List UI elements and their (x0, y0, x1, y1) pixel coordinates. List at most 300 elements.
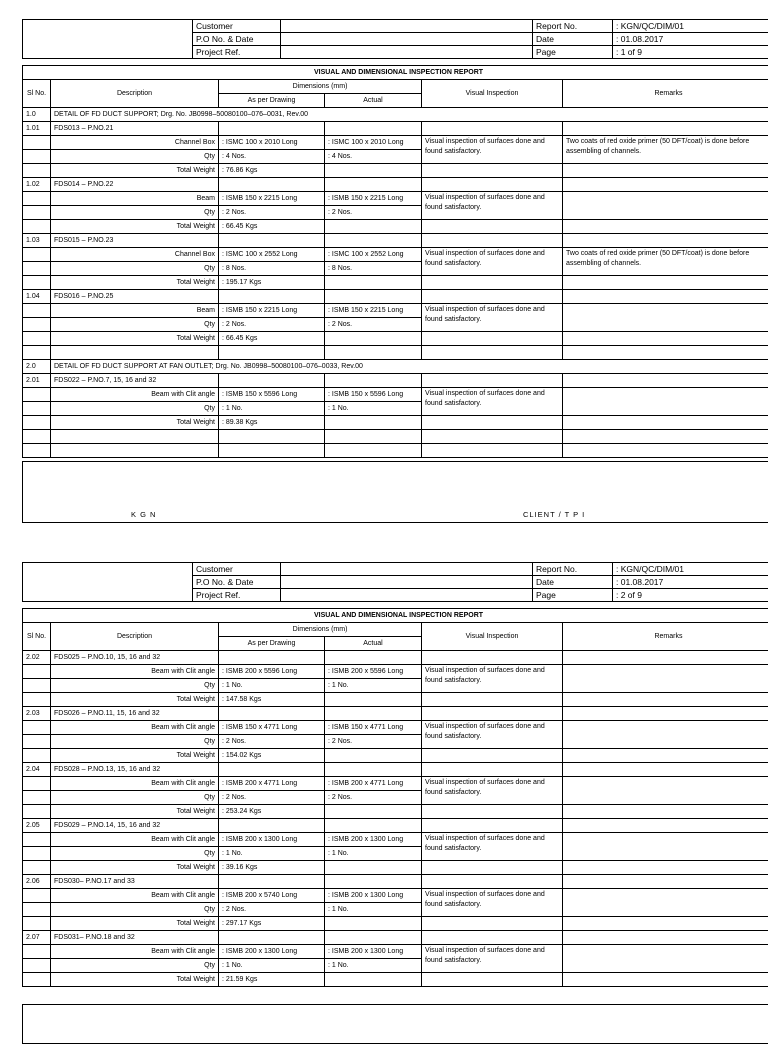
sl-no-cell: 1.02 (23, 178, 51, 192)
drawing-cell (219, 763, 325, 777)
drawing-cell (219, 875, 325, 889)
actual-cell (325, 332, 422, 346)
remark-cell (563, 861, 768, 875)
sl-no-cell (23, 861, 51, 875)
visual-inspection-note: Visual inspection of surfaces done and found satisfactory. (422, 248, 563, 276)
qty-drawing-value: : 1 No. (219, 679, 325, 693)
qty-label: Qty (51, 679, 219, 693)
actual-value: : ISMC 100 x 2552 Long (325, 248, 422, 262)
page-value: : 2 of 9 (613, 589, 768, 602)
table-row-section (23, 108, 768, 122)
sl-no-cell: 2.06 (23, 875, 51, 889)
qty-actual-value: : 8 Nos. (325, 262, 422, 276)
sl-no-cell (23, 388, 51, 402)
table-row-item (23, 234, 768, 248)
remark-cell (563, 290, 768, 304)
table-row-weight (23, 332, 768, 346)
blank-cell (325, 346, 422, 360)
visual-cell (422, 805, 563, 819)
actual-cell (325, 220, 422, 234)
table-row-item (23, 875, 768, 889)
remark-cell (563, 374, 768, 388)
qty-label: Qty (51, 206, 219, 220)
spec-label: Channel Box (51, 136, 219, 150)
visual-inspection-note: Visual inspection of surfaces done and found satisfactory. (422, 136, 563, 164)
visual-cell (422, 276, 563, 290)
visual-inspection-note: Visual inspection of surfaces done and found satisfactory. (422, 889, 563, 917)
visual-inspection-header: Visual Inspection (422, 80, 563, 108)
sl-no-cell (23, 903, 51, 917)
blank-cell (325, 430, 422, 444)
qty-drawing-value: : 1 No. (219, 847, 325, 861)
date-label: Date (533, 576, 613, 589)
date-label: Date (533, 33, 613, 46)
table-row-spec (23, 248, 768, 262)
sl-no-cell (23, 402, 51, 416)
sl-no-cell (23, 805, 51, 819)
actual-cell (325, 875, 422, 889)
sl-no-cell: 2.05 (23, 819, 51, 833)
qty-actual-value: : 4 Nos. (325, 150, 422, 164)
customer-label: Customer (193, 20, 281, 33)
total-weight-label: Total Weight (51, 861, 219, 875)
total-weight-label: Total Weight (51, 749, 219, 763)
qty-label: Qty (51, 262, 219, 276)
qty-actual-value: : 2 Nos. (325, 735, 422, 749)
table-row-spec (23, 833, 768, 847)
spec-label: Channel Box (51, 248, 219, 262)
spec-label: Beam with Clit angle (51, 388, 219, 402)
spec-label: Beam with Clit angle (51, 721, 219, 735)
visual-inspection-note: Visual inspection of surfaces done and found satisfactory. (422, 192, 563, 220)
actual-cell (325, 290, 422, 304)
visual-inspection-note: Visual inspection of surfaces done and found satisfactory. (422, 304, 563, 332)
actual-value: : ISMB 150 x 4771 Long (325, 721, 422, 735)
qty-drawing-value: : 2 Nos. (219, 206, 325, 220)
actual-cell (325, 707, 422, 721)
table-row-item (23, 931, 768, 945)
po-label: P.O No. & Date (193, 576, 281, 589)
visual-inspection-header: Visual Inspection (422, 623, 563, 651)
remark-cell (563, 276, 768, 290)
sl-no-cell: 2.02 (23, 651, 51, 665)
visual-cell (422, 861, 563, 875)
actual-cell (325, 819, 422, 833)
report-title: VISUAL AND DIMENSIONAL INSPECTION REPORT (23, 66, 768, 80)
remark-cell (563, 220, 768, 234)
dimensions-header: Dimensions (mm) (219, 623, 422, 637)
actual-value: : ISMC 100 x 2010 Long (325, 136, 422, 150)
as-per-drawing-value: : ISMC 100 x 2552 Long (219, 248, 325, 262)
remarks-note (563, 721, 768, 749)
total-weight-value: : 21.59 Kgs (219, 973, 325, 987)
blank-cell (51, 346, 219, 360)
report-no-value: : KGN/QC/DIM/01 (613, 20, 768, 33)
sl-no-cell (23, 665, 51, 679)
visual-inspection-note: Visual inspection of surfaces done and found satisfactory. (422, 665, 563, 693)
actual-cell (325, 973, 422, 987)
sl-no-cell (23, 679, 51, 693)
item-description: FDS029 – P.NO.14, 15, 16 and 32 (51, 819, 219, 833)
table-row-weight (23, 220, 768, 234)
actual-cell (325, 693, 422, 707)
visual-cell (422, 122, 563, 136)
table-row-weight (23, 973, 768, 987)
visual-cell (422, 332, 563, 346)
project-value (281, 46, 533, 59)
sl-no-cell (23, 136, 51, 150)
total-weight-value: : 66.45 Kgs (219, 220, 325, 234)
blank-cell (325, 444, 422, 458)
blank-cell (219, 444, 325, 458)
remark-cell (563, 693, 768, 707)
total-weight-value: : 154.02 Kgs (219, 749, 325, 763)
item-description: FDS015 – P.NO.23 (51, 234, 219, 248)
sl-no-cell (23, 889, 51, 903)
project-value (281, 589, 533, 602)
sl-no-cell (23, 262, 51, 276)
remarks-note (563, 833, 768, 861)
item-description: FDS031– P.NO.18 and 32 (51, 931, 219, 945)
total-weight-label: Total Weight (51, 220, 219, 234)
total-weight-label: Total Weight (51, 332, 219, 346)
date-value: : 01.08.2017 (613, 576, 768, 589)
table-row-spec (23, 136, 768, 150)
report-no-value: : KGN/QC/DIM/01 (613, 563, 768, 576)
blank-cell (51, 430, 219, 444)
total-weight-label: Total Weight (51, 917, 219, 931)
drawing-cell (219, 234, 325, 248)
drawing-cell (219, 374, 325, 388)
visual-cell (422, 973, 563, 987)
qty-label: Qty (51, 402, 219, 416)
table-row-spec (23, 304, 768, 318)
as-per-drawing-value: : ISMB 200 x 5596 Long (219, 665, 325, 679)
sl-no-cell (23, 777, 51, 791)
actual-cell (325, 276, 422, 290)
sl-no-cell (23, 833, 51, 847)
total-weight-value: : 89.38 Kgs (219, 416, 325, 430)
blank-cell (23, 346, 51, 360)
spec-label: Beam with Clit angle (51, 945, 219, 959)
total-weight-value: : 195.17 Kgs (219, 276, 325, 290)
sl-no-cell (23, 721, 51, 735)
dimensions-header: Dimensions (mm) (219, 80, 422, 94)
sl-no-cell (23, 248, 51, 262)
visual-cell (422, 416, 563, 430)
report-no-label: Report No. (533, 563, 613, 576)
table-row-weight (23, 693, 768, 707)
client-tpi-signature-label: CLIENT / T P I (523, 510, 585, 519)
as-per-drawing-value: : ISMC 100 x 2010 Long (219, 136, 325, 150)
actual-cell (325, 122, 422, 136)
kgn-signature-label: K G N (131, 510, 156, 519)
sl-no-cell (23, 150, 51, 164)
table-row-weight (23, 861, 768, 875)
qty-drawing-value: : 2 Nos. (219, 735, 325, 749)
inspection-table-page-1 (22, 65, 768, 458)
remark-cell (563, 416, 768, 430)
signature-box-page-2 (22, 1004, 768, 1044)
as-per-drawing-value: : ISMB 150 x 5596 Long (219, 388, 325, 402)
table-row-spec (23, 388, 768, 402)
blank-cell (219, 430, 325, 444)
item-description: FDS022 – P.NO.7, 15, 16 and 32 (51, 374, 219, 388)
table-row-section (23, 360, 768, 374)
spec-label: Beam (51, 304, 219, 318)
visual-cell (422, 931, 563, 945)
as-per-drawing-value: : ISMB 200 x 1300 Long (219, 945, 325, 959)
actual-cell (325, 805, 422, 819)
blank-cell (422, 430, 563, 444)
sl-no-cell (23, 220, 51, 234)
as-per-drawing-value: : ISMB 150 x 2215 Long (219, 304, 325, 318)
spec-label: Beam (51, 192, 219, 206)
customer-label: Customer (193, 563, 281, 576)
visual-inspection-note: Visual inspection of surfaces done and found satisfactory. (422, 945, 563, 973)
item-description: FDS013 – P.NO.21 (51, 122, 219, 136)
blank-cell (23, 430, 51, 444)
table-row-weight (23, 805, 768, 819)
blank-cell (51, 444, 219, 458)
description-header: Description (51, 623, 219, 651)
visual-cell (422, 763, 563, 777)
sl-no-cell: 2.07 (23, 931, 51, 945)
actual-value: : ISMB 200 x 1300 Long (325, 945, 422, 959)
item-description: FDS026 – P.NO.11, 15, 16 and 32 (51, 707, 219, 721)
page-value: : 1 of 9 (613, 46, 768, 59)
total-weight-value: : 39.16 Kgs (219, 861, 325, 875)
visual-cell (422, 819, 563, 833)
remark-cell (563, 805, 768, 819)
sl-no-cell (23, 791, 51, 805)
blank-cell (563, 346, 768, 360)
remarks-header: Remarks (563, 80, 768, 108)
actual-value: : ISMB 200 x 4771 Long (325, 777, 422, 791)
drawing-cell (219, 651, 325, 665)
drawing-cell (219, 290, 325, 304)
qty-drawing-value: : 2 Nos. (219, 318, 325, 332)
remark-cell (563, 931, 768, 945)
total-weight-label: Total Weight (51, 973, 219, 987)
sl-no-cell (23, 917, 51, 931)
sl-no-header: Sl No. (23, 80, 51, 108)
drawing-cell (219, 178, 325, 192)
drawing-cell (219, 931, 325, 945)
total-weight-value: : 297.17 Kgs (219, 917, 325, 931)
actual-cell (325, 917, 422, 931)
sl-no-cell: 1.01 (23, 122, 51, 136)
as-per-drawing-header: As per Drawing (219, 637, 325, 651)
remarks-note (563, 304, 768, 332)
table-row-weight (23, 416, 768, 430)
sl-no-header: Sl No. (23, 623, 51, 651)
actual-cell (325, 234, 422, 248)
description-header: Description (51, 80, 219, 108)
as-per-drawing-value: : ISMB 200 x 4771 Long (219, 777, 325, 791)
sl-no-cell (23, 416, 51, 430)
sl-no-cell (23, 945, 51, 959)
actual-header: Actual (325, 94, 422, 108)
qty-label: Qty (51, 735, 219, 749)
po-value (281, 576, 533, 589)
qty-actual-value: : 1 No. (325, 847, 422, 861)
drawing-cell (219, 819, 325, 833)
as-per-drawing-value: : ISMB 150 x 4771 Long (219, 721, 325, 735)
qty-drawing-value: : 1 No. (219, 402, 325, 416)
date-value: : 01.08.2017 (613, 33, 768, 46)
qty-actual-value: : 2 Nos. (325, 791, 422, 805)
table-row-weight (23, 749, 768, 763)
qty-label: Qty (51, 847, 219, 861)
actual-cell (325, 374, 422, 388)
total-weight-label: Total Weight (51, 693, 219, 707)
sl-no-cell (23, 332, 51, 346)
drawing-cell (219, 122, 325, 136)
sl-no-cell (23, 304, 51, 318)
item-description: FDS028 – P.NO.13, 15, 16 and 32 (51, 763, 219, 777)
sl-no-cell: 1.0 (23, 108, 51, 122)
table-row-item (23, 763, 768, 777)
qty-actual-value: : 2 Nos. (325, 318, 422, 332)
sl-no-cell: 1.03 (23, 234, 51, 248)
visual-inspection-note: Visual inspection of surfaces done and found satisfactory. (422, 721, 563, 749)
item-description: FDS014 – P.NO.22 (51, 178, 219, 192)
blank-cell (422, 346, 563, 360)
remark-cell (563, 819, 768, 833)
item-description: FDS030– P.NO.17 and 33 (51, 875, 219, 889)
blank-cell (422, 444, 563, 458)
spec-label: Beam with Clit angle (51, 777, 219, 791)
qty-actual-value: : 1 No. (325, 402, 422, 416)
project-label: Project Ref. (193, 589, 281, 602)
signature-box-page-1 (22, 461, 768, 523)
remark-cell (563, 763, 768, 777)
remark-cell (563, 122, 768, 136)
visual-cell (422, 693, 563, 707)
blank-cell (219, 346, 325, 360)
actual-cell (325, 416, 422, 430)
remarks-note (563, 777, 768, 805)
as-per-drawing-header: As per Drawing (219, 94, 325, 108)
spec-label: Beam with Clit angle (51, 889, 219, 903)
spec-label: Beam with Clit angle (51, 665, 219, 679)
blank-cell (23, 444, 51, 458)
qty-label: Qty (51, 959, 219, 973)
remark-cell (563, 178, 768, 192)
visual-cell (422, 178, 563, 192)
drawing-cell (219, 707, 325, 721)
spec-label: Beam with Clit angle (51, 833, 219, 847)
qty-drawing-value: : 8 Nos. (219, 262, 325, 276)
logo-area (23, 20, 193, 59)
actual-value: : ISMB 150 x 2215 Long (325, 192, 422, 206)
table-row-weight (23, 917, 768, 931)
table-row-spec (23, 192, 768, 206)
table-row-item (23, 178, 768, 192)
remark-cell (563, 749, 768, 763)
sl-no-cell (23, 318, 51, 332)
qty-label: Qty (51, 903, 219, 917)
visual-cell (422, 749, 563, 763)
qty-actual-value: : 1 No. (325, 959, 422, 973)
section-description: DETAIL OF FD DUCT SUPPORT AT FAN OUTLET; Drg. No. JB0998–50080100–076–0033, Rev.00 (51, 360, 768, 374)
table-row-spec (23, 777, 768, 791)
sl-no-cell: 2.04 (23, 763, 51, 777)
total-weight-value: : 66.45 Kgs (219, 332, 325, 346)
visual-cell (422, 374, 563, 388)
total-weight-value: : 253.24 Kgs (219, 805, 325, 819)
actual-cell (325, 749, 422, 763)
qty-drawing-value: : 1 No. (219, 959, 325, 973)
report-title: VISUAL AND DIMENSIONAL INSPECTION REPORT (23, 609, 768, 623)
visual-cell (422, 290, 563, 304)
visual-cell (422, 917, 563, 931)
sl-no-cell (23, 192, 51, 206)
table-row-spec (23, 721, 768, 735)
total-weight-label: Total Weight (51, 164, 219, 178)
qty-label: Qty (51, 318, 219, 332)
remark-cell (563, 332, 768, 346)
visual-cell (422, 875, 563, 889)
remark-cell (563, 917, 768, 931)
visual-cell (422, 651, 563, 665)
remarks-note: Two coats of red oxide primer (50 DFT/coat) is done before assembling of channels. (563, 136, 768, 164)
visual-cell (422, 164, 563, 178)
qty-label: Qty (51, 150, 219, 164)
visual-cell (422, 220, 563, 234)
remark-cell (563, 875, 768, 889)
sl-no-cell (23, 959, 51, 973)
qty-actual-value: : 1 No. (325, 679, 422, 693)
po-value (281, 33, 533, 46)
table-row-spec (23, 889, 768, 903)
remarks-note (563, 665, 768, 693)
blank-cell (563, 444, 768, 458)
remarks-note (563, 388, 768, 416)
item-description: FDS016 – P.NO.25 (51, 290, 219, 304)
table-row-item (23, 374, 768, 388)
page-label: Page (533, 589, 613, 602)
visual-inspection-note: Visual inspection of surfaces done and found satisfactory. (422, 833, 563, 861)
sl-no-cell: 1.04 (23, 290, 51, 304)
page-label: Page (533, 46, 613, 59)
sl-no-cell: 2.01 (23, 374, 51, 388)
visual-inspection-note: Visual inspection of surfaces done and found satisfactory. (422, 388, 563, 416)
remarks-header: Remarks (563, 623, 768, 651)
remark-cell (563, 707, 768, 721)
table-row-blank (23, 444, 768, 458)
sl-no-cell (23, 847, 51, 861)
table-row-weight (23, 164, 768, 178)
table-row-item (23, 819, 768, 833)
remarks-note (563, 889, 768, 917)
remarks-note (563, 945, 768, 973)
actual-value: : ISMB 200 x 5596 Long (325, 665, 422, 679)
actual-cell (325, 763, 422, 777)
table-row-weight (23, 276, 768, 290)
project-label: Project Ref. (193, 46, 281, 59)
actual-cell (325, 178, 422, 192)
table-row-blank (23, 346, 768, 360)
item-description: FDS025 – P.NO.10, 15, 16 and 32 (51, 651, 219, 665)
customer-value (281, 563, 533, 576)
section-description: DETAIL OF FD DUCT SUPPORT; Drg. No. JB0998–50080100–076–0031, Rev.00 (51, 108, 768, 122)
visual-cell (422, 707, 563, 721)
qty-drawing-value: : 2 Nos. (219, 791, 325, 805)
actual-cell (325, 861, 422, 875)
po-label: P.O No. & Date (193, 33, 281, 46)
